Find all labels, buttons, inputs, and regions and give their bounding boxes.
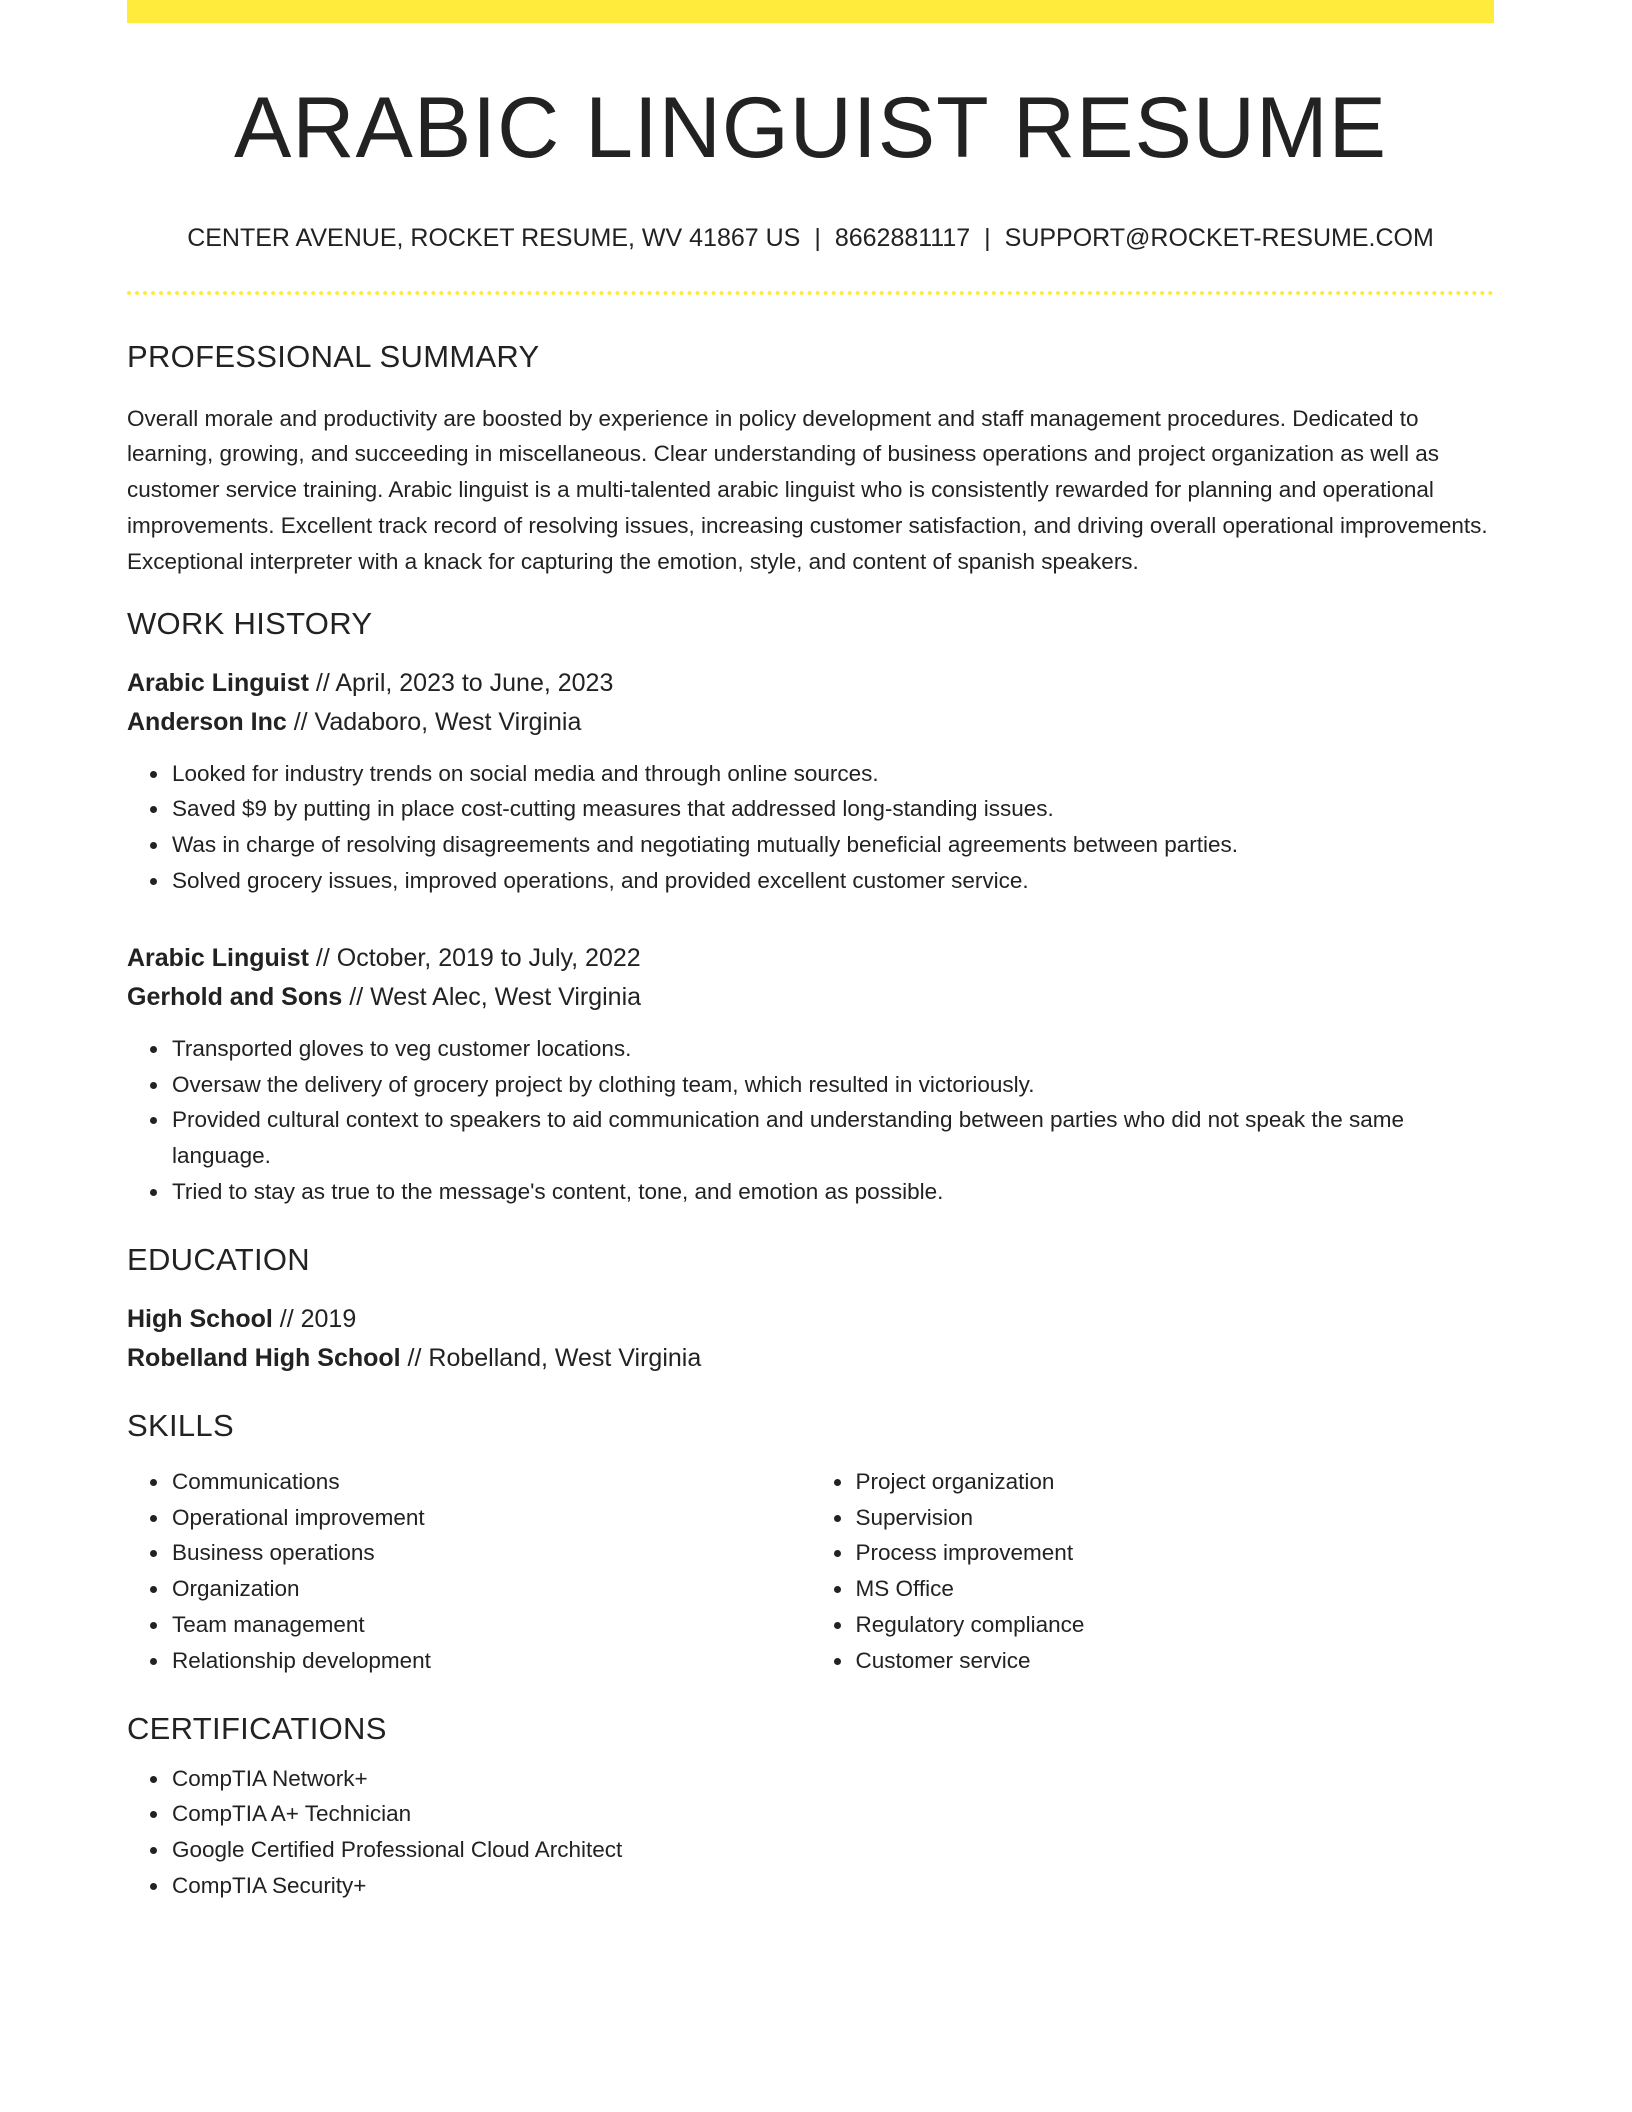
list-item: • Communications <box>170 1464 811 1500</box>
resume-title: ARABIC LINGUIST RESUME <box>234 80 1387 176</box>
list-item: • Relationship development <box>170 1643 811 1679</box>
job-role: Arabic Linguist <box>127 943 309 972</box>
job-company-line <box>127 978 1494 1017</box>
list-item: • Organization <box>170 1571 811 1607</box>
list-item: • Solved grocery issues, improved operations, and provided excellent customer service. <box>170 863 1494 899</box>
list-item: • Operational improvement <box>170 1500 811 1536</box>
education-location: // Robelland, West Virginia <box>400 1343 702 1372</box>
education-entry <box>127 1300 1494 1378</box>
list-item: • CompTIA A+ Technician <box>170 1796 1494 1832</box>
job-role-line <box>127 664 1494 703</box>
list-item: • CompTIA Security+ <box>170 1868 1494 1904</box>
section-title-skills: SKILLS <box>127 1407 234 1443</box>
list-item: • Customer service <box>854 1643 1495 1679</box>
list-item: • CompTIA Network+ <box>170 1761 1494 1797</box>
section-title-summary: PROFESSIONAL SUMMARY <box>127 338 540 374</box>
contact-phone: 8662881117 <box>834 223 971 252</box>
education-degree-line <box>127 1300 1494 1339</box>
summary-text: Overall morale and productivity are boosted by experience in policy development and staff management procedures. Dedicated to learning, growing, and succeeding in miscellaneous. Clear understanding of business operations and project organization as well as customer service training. Arabic linguist is a multi-talented arabic linguist who is consistently rewarded for planning and operational improvements. Excellent track record of resolving issues, increasing customer satisfaction, and driving overall operational improvements. Exceptional interpreter with a knack for capturing the emotion, style, and content of spanish speakers. <box>127 405 1488 574</box>
list-item: • Supervision <box>854 1500 1495 1536</box>
dotted-divider <box>127 291 1494 295</box>
skills-columns <box>127 1464 1494 1679</box>
job-role-line <box>127 939 1494 978</box>
list-item: • Business operations <box>170 1535 811 1571</box>
job-bullets <box>127 756 1494 899</box>
education-school-line <box>127 1339 1494 1378</box>
list-item: • Team management <box>170 1607 811 1643</box>
list-item: • MS Office <box>854 1571 1495 1607</box>
job-company-line <box>127 703 1494 742</box>
job-entry <box>127 939 1494 1210</box>
education-school: Robelland High School <box>127 1343 401 1372</box>
accent-top-bar <box>127 0 1494 23</box>
list-item: • Looked for industry trends on social media and through online sources. <box>170 756 1494 792</box>
list-item: • Oversaw the delivery of grocery project by clothing team, which resulted in victoriously. <box>170 1067 1494 1103</box>
list-item: • Transported gloves to veg customer locations. <box>170 1031 1494 1067</box>
job-dates: // April, 2023 to June, 2023 <box>308 668 614 697</box>
education-year: // 2019 <box>272 1304 357 1333</box>
job-dates: // October, 2019 to July, 2022 <box>308 943 641 972</box>
job-location: // West Alec, West Virginia <box>342 982 642 1011</box>
job-location: // Vadaboro, West Virginia <box>286 707 582 736</box>
contact-separator: | <box>984 223 991 252</box>
list-item: • Project organization <box>854 1464 1495 1500</box>
list-item: • Process improvement <box>854 1535 1495 1571</box>
list-item: • Google Certified Professional Cloud Architect <box>170 1832 1494 1868</box>
list-item: • Tried to stay as true to the message's content, tone, and emotion as possible. <box>170 1174 1494 1210</box>
contact-email: SUPPORT@ROCKET-RESUME.COM <box>1004 223 1434 252</box>
list-item: • Saved $9 by putting in place cost-cutting measures that addressed long-standing issues. <box>170 791 1494 827</box>
section-title-certifications: CERTIFICATIONS <box>127 1710 387 1746</box>
education-degree: High School <box>127 1304 273 1333</box>
contact-separator: | <box>814 223 821 252</box>
job-bullets <box>127 1031 1494 1210</box>
contact-address: CENTER AVENUE, ROCKET RESUME, WV 41867 US <box>187 223 801 252</box>
job-company: Gerhold and Sons <box>127 982 343 1011</box>
skills-list-right <box>811 1464 1495 1679</box>
resume-page <box>127 0 1494 1904</box>
section-title-work-history: WORK HISTORY <box>127 605 373 641</box>
skills-list-left <box>127 1464 811 1679</box>
section-title-education: EDUCATION <box>127 1241 310 1277</box>
job-entry <box>127 664 1494 899</box>
job-role: Arabic Linguist <box>127 668 309 697</box>
contact-line <box>127 224 1494 253</box>
list-item: • Regulatory compliance <box>854 1607 1495 1643</box>
list-item: • Provided cultural context to speakers to aid communication and understanding between parties who did not speak the same language. <box>170 1102 1494 1174</box>
list-item: • Was in charge of resolving disagreements and negotiating mutually beneficial agreements between parties. <box>170 827 1494 863</box>
certifications-list <box>127 1761 1494 1904</box>
job-company: Anderson Inc <box>127 707 287 736</box>
